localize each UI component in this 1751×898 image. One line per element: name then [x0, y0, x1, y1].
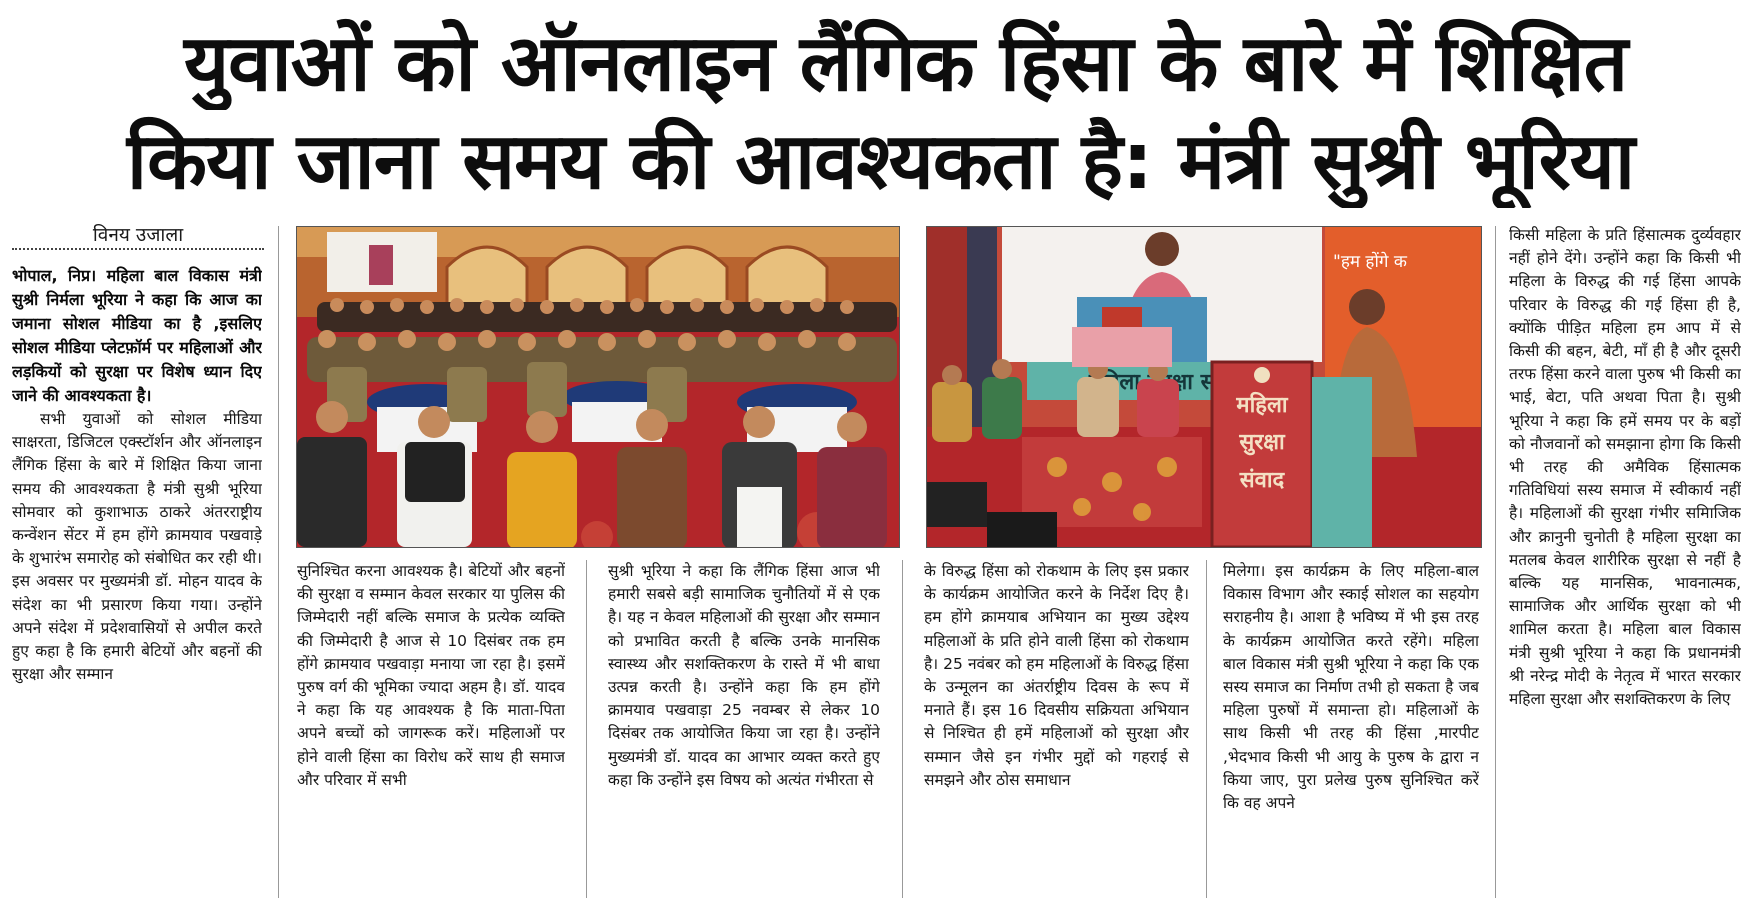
column-rule	[586, 560, 587, 898]
body-paragraph: मिलेगा। इस कार्यक्रम के लिए महिला-बाल विकास विभाग और स्काई सोशल का सहयोग सराहनीय है। आशा है भविष्य में भी इस तरह के कार्यक्रम आयोजित करते रहेंगे। महिला बाल विकास मंत्री सुश्री भूरिया ने कहा कि एक सस्य समाज का निर्माण तभी हो सकता है जब महिला पुरुषों में समान्ता हो। महिलाओं के साथ किसी भी तरह की हिंसा ,मारपीट ,भेदभाव किसी भी आयु के पुरुष के द्वारा न किया जाए, पुरा प्रलेख पुरुष सुनिश्चित करें कि वह अपने	[1223, 562, 1479, 813]
lead-paragraph: भोपाल, निप्र। महिला बाल विकास मंत्री सुश्री निर्मला भूरिया ने कहा कि आज का जमाना सोशल मीडिया का है ,इसलिए सोशल मीडिया प्लेटफ़ॉर्म पर महिलाओं और लड़कियों को सुरक्षा पर विशेष ध्यान दिए जाने की आवश्यकता है।	[12, 266, 262, 405]
column-rule	[1495, 226, 1496, 898]
headline-line-1: युवाओं को ऑनलाइन लैंगिक हिंसा के बारे में शिक्षित	[183, 19, 1628, 109]
headline-line-2: किया जाना समय की आवश्यकता है: मंत्री सुश्री भूरिया	[126, 117, 1635, 207]
column-rule	[902, 560, 903, 898]
article-column-1	[12, 264, 262, 898]
backdrop-text: "हम होंगे क	[1333, 252, 1407, 272]
body-paragraph: के विरुद्ध हिंसा को रोकथाम के लिए इस प्रकार के कार्यक्रम आयोजित करने के निर्देश दिए है। हम होंगे क्रामयाब अभियान का मुख्य उद्देश्य महिलाओं के प्रति होने वाली हिंसा को रोकथाम है। 25 नवंबर को हम महिलाओं के विरुद्ध हिंसा के उन्मूलन का अंतर्राष्ट्रीय दिवस के रूप में मनाते हैं। इस 16 दिवसीय सक्रियता अभियान से निश्चित ही हमें महिलाओं को सुरक्षा और सम्मान जैसे इन गंभीर मुद्दों को गहराई से समझने और ठोस समाधान	[924, 562, 1189, 789]
article-column-2	[297, 560, 565, 898]
article-column-3	[608, 560, 880, 898]
body-paragraph: सभी युवाओं को सोशल मीडिया साक्षरता, डिजिटल एक्स्टॉर्शन और ऑनलाइन लैंगिक हिंसा के बारे में शिक्षित किया जाना समय की आवश्यकता है मंत्री सुश्री भूरिया सोमवार को कुशाभाऊ ठाकरे अंतरराष्ट्रीय कन्वेंशन सेंटर में हम होंगे क्रामयाव पखवाड़े के शुभारंभ समारोह को संबोधित कर रही थी। इस अवसर पर मुख्यमंत्री डॉ. मोहन यादव के संदेश का भी प्रसारण किया गया। उन्होंने अपने संदेश में प्रदेशवासियों से अपील करते हुए कहा है कि हमारी बेटियों और बहनों की सुरक्षा और सम्मान	[12, 410, 262, 684]
article-column-5	[1223, 560, 1479, 898]
podium-text-2: सुरक्षा	[1239, 430, 1285, 455]
audience-photo	[296, 226, 900, 548]
article-column-4	[924, 560, 1189, 898]
column-rule	[1206, 560, 1207, 898]
column-rule	[278, 226, 279, 898]
body-paragraph: सुश्री भूरिया ने कहा कि लैंगिक हिंसा आज भी हमारी सबसे बड़ी सामाजिक चुनौतियों में से एक है। यह न केवल महिलाओं की सुरक्षा और सम्मान को प्रभावित करती है बल्कि उनके मानसिक स्वास्थ्य और सशक्तिकरण के रास्ते में भी बाधा उत्पन्न करती है। उन्होंने कहा कि हम होंगे क्रामयाव पखवाड़ा 25 नवम्बर से लेकर 10 दिसंबर तक आयोजित किया जा रहा है। उन्होंने मुख्यमंत्री डॉ. यादव का आभार व्यक्त करते हुए कहा कि उन्होंने इस विषय को अत्यंत गंभीरता से	[608, 562, 880, 789]
podium-text-1: महिला	[1236, 393, 1288, 418]
byline: विनय उजाला	[12, 222, 264, 250]
podium-text-3: संवाद	[1239, 468, 1285, 493]
stage-photo	[926, 226, 1482, 548]
stage-illustration	[927, 227, 1482, 548]
article-column-6	[1509, 224, 1741, 898]
body-paragraph: किसी महिला के प्रति हिंसात्मक दुर्व्यवहार नहीं होने देंगे। उन्होंने कहा कि किसी भी महिला के विरुद्ध की गई हिंसा आपके परिवार के विरुद्ध की गई हिंसा ही है, क्योंकि पीड़ित महिला हम आप में से किसी की बहन, बेटी, मॉं ही है और दूसरी तरफ हिंसा करने वाला पुरुष भी किसी का भाई, बेटा, पति अथवा पिता है। सुश्री भूरिया ने कहा कि हमें समय पर के बड़ों को नौजवानों को समझाना होगा कि किसी भी तरह की अमैविक हिंसात्मक गतिविधियां सस्य समाज में स्वीकार्य नहीं है। महिलाओं की सुरक्षा गंभीर समिाजिक और क्रानुनी चुनोती है महिला सुरक्षा का मतलब केवल शारीरिक सुरक्षा से नहीं है बल्कि यह मानसिक, भावनात्मक, सामाजिक और आर्थिक सुरक्षा को भी शामिल करता है। महिला बाल विकास मंत्री सुश्री भूरिया ने कहा कि प्रधानमंत्री श्री नरेन्द्र मोदी के नेतृत्व में भारत सरकार महिला सुरक्षा और सशक्तिकरण के लिए	[1509, 226, 1741, 709]
body-paragraph: सुनिश्चित करना आवश्यक है। बेटियों और बहनों की सुरक्षा व सम्मान केवल सरकार या पुलिस की जिम्मेदारी नहीं बल्कि समाज के प्रत्येक व्यक्ति की जिम्मेदारी है आज से 10 दिसंबर तक हम होंगे क्रामयाव पखवाड़ा मनाया जा रहा है। इसमें पुरुष वर्ग की भूमिका ज्यादा अहम है। डॉ. यादव ने कहा कि यह आवश्यक है कि माता-पिता अपने बच्चों को जागरूक करें। महिलाओं पर होने वाली हिंसा का विरोध करें साथ ही समाज और परिवार में सभी	[297, 562, 565, 789]
audience-illustration	[297, 227, 900, 548]
